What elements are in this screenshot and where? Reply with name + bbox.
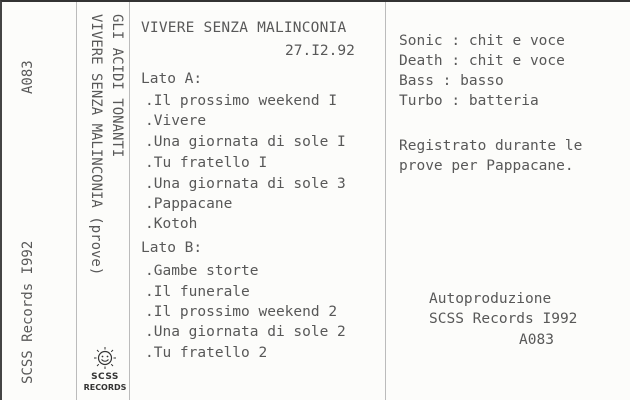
side-a-track: .Kotoh (145, 216, 198, 232)
fold-line-outer (76, 2, 77, 400)
side-a-track: .Una giornata di sole 3 (145, 176, 346, 192)
outer-spine-label-year: SCSS Records I992 (20, 240, 36, 384)
side-b-track: .Il funerale (145, 284, 250, 300)
credit-line: Death : chit e voce (399, 53, 565, 69)
side-a-track: .Vivere (145, 113, 207, 129)
production-type: Autoproduzione (429, 291, 552, 307)
logo-text-scss: SCSS (91, 372, 119, 382)
side-b-track: .Tu fratello 2 (145, 345, 268, 361)
fold-line-panel (385, 2, 386, 400)
side-b-track: .Gambe storte (145, 263, 259, 279)
side-b-track: .Una giornata di sole 2 (145, 324, 346, 340)
outer-spine-catalog: A083 (20, 60, 36, 94)
recording-note: prove per Pappacane. (399, 158, 574, 174)
side-b-track: .Il prossimo weekend 2 (145, 304, 338, 320)
production-catalog: A083 (519, 332, 554, 348)
credit-line: Turbo : batteria (399, 93, 539, 109)
fold-line-spine (129, 2, 130, 400)
credit-line: Sonic : chit e voce (399, 33, 565, 49)
side-a-track: .Il prossimo weekend I (145, 93, 338, 109)
production-label: SCSS Records I992 (429, 311, 578, 327)
recording-date: 27.I2.92 (285, 43, 355, 59)
scss-records-logo (82, 344, 128, 400)
side-a-track: .Una giornata di sole I (145, 134, 346, 150)
album-title: VIVERE SENZA MALINCONIA (141, 20, 347, 36)
spine-album-title: VIVERE SENZA MALINCONIA (prove) (88, 14, 104, 276)
recording-note: Registrato durante le (399, 138, 583, 154)
side-a-track: .Tu fratello I (145, 155, 268, 171)
spine-artist: GLI ACIDI TONANTI (109, 14, 125, 158)
side-b-label: Lato B: (141, 240, 203, 256)
side-a-label: Lato A: (141, 71, 203, 87)
side-a-track: .Pappacane (145, 196, 233, 212)
logo-text-records: RECORDS (83, 383, 127, 392)
credit-line: Bass : basso (399, 73, 504, 89)
